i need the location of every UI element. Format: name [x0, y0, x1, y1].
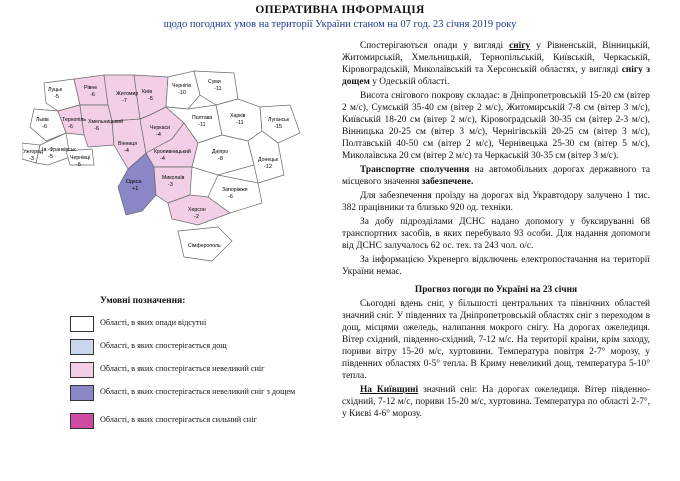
map-temperature-label: -5 — [76, 162, 81, 168]
map-city-label: Ів.-Франківськ — [42, 147, 76, 153]
ukraine-map — [22, 65, 322, 265]
map-city-label: Запоріжжя — [222, 187, 248, 193]
map-temperature-label: -2 — [194, 214, 199, 220]
map-temperature-label: -6 — [228, 194, 233, 200]
transport-heading: Транспортне сполучення — [360, 165, 470, 175]
map-city-label: Миколаїв — [162, 175, 185, 181]
map-city-label: Чернівці — [70, 155, 91, 161]
legend-label: Області, в яких спостерігається невеликий сніг з дощем — [100, 387, 296, 396]
map-temperature-label: -6 — [90, 92, 95, 98]
legend-swatch-snow-rain — [70, 385, 94, 401]
legend — [70, 316, 335, 436]
dsns-paragraph: За добу підрозділами ДСНС надано допомогу у буксируванні 68 транспортних засобів, в яких перебувало 93 особи. Для надання допомоги від ДСНС залучалось 62 ос. тех. та 243 чол. о/с. — [342, 217, 650, 251]
legend-swatch-light-snow — [70, 362, 94, 378]
legend-swatch-none — [70, 316, 94, 332]
legend-swatch-rain — [70, 339, 94, 355]
snow-depth-paragraph: Висота снігового покрову складає: в Дніпропетровській 15-20 см (вітер 2 м/с), Сумській 35-40 см (вітер 2 м/с), Житомирській 7-8 см (вітер 3 м/с), Київській 18-20 см (вітер 2 м/с), Кіровоградській 30-35 см (вітер 2-3 м/с), Вінницька 20-25 см (вітер 3 м/с), Чернігівській 20-25 см (вітер 3 м/с), Полтавській 40-50 см (вітер 2 м/с), Чернівецька 25-30 см (вітер 5 м/с), Миколаївська 20 см (вітер 2 м/с) та Черкаській 30-35 см (вітер 3 м/с). — [342, 91, 650, 161]
ukrenergo-paragraph: За інформацією Укренерго відключень електропостачання на території України немає. — [342, 255, 650, 277]
kyiv-region-paragraph: На Київщині значний сніг. На дорогах ожеледиця. Вітер південно-східний, 7-12 м/с, пориви 15-20 м/с, хуртовина. Температура по області 2-7°, у Києві 4-6° морозу. — [342, 385, 650, 419]
map-city-label: Кропивницький — [154, 149, 191, 155]
map-temperature-label: -4 — [124, 148, 129, 154]
map-city-label: Сімферополь — [188, 243, 221, 249]
page-subtitle: щодо погодних умов на території України станом на 07 год. 23 січня 2019 року — [163, 19, 517, 30]
map-temperature-label: -3 — [29, 156, 34, 162]
legend-item-light-snow — [70, 362, 335, 385]
map-temperature-label: -4 — [160, 156, 165, 162]
map-city-label: Тернопіль — [62, 117, 87, 123]
precipitation-paragraph: Спостерігаються опади у вигляді снігу у Рівненській, Вінницькій, Житомирській, Хмельницькій, Тернопільській, Київській, Черкаській, Кіровоградській, Миколаївській та Херсонській областях, у вигляді снігу з дощем у Одеській області. — [342, 41, 651, 87]
map-city-label: Львів — [36, 117, 49, 123]
map-temperature-label: -5 — [54, 94, 59, 100]
ukravtodor-paragraph: Для забезпечення проїзду на дорогах від Укравтодору залучено 1 тис. 382 працівники та близько 920 од. техніки. — [342, 191, 650, 213]
map-city-label: Ужгород — [23, 149, 43, 155]
map-city-label: Суми — [208, 79, 221, 85]
report-text — [342, 40, 650, 422]
map-temperature-label: -11 — [214, 86, 222, 92]
map-city-label: Луцьк — [48, 87, 62, 93]
map-regions — [22, 71, 300, 261]
transport-paragraph: Транспортне сполучення на автомобільних дорогах державного та місцевого значення забезпечене. — [342, 165, 650, 187]
map-city-label: Дніпро — [212, 149, 229, 155]
map-city-label: Черкаси — [150, 125, 170, 131]
legend-item-rain — [70, 339, 335, 362]
map-temperature-label: -15 — [274, 124, 282, 130]
map-temperature-label: -8 — [218, 156, 223, 162]
legend-label: Області, в яких спостерігається невеликий сніг — [100, 364, 265, 373]
forecast-paragraph: Сьогодні вдень сніг, у більшості центральних та північних областей значний сніг. У південних та Дніпропетровській областях сніг з переходом в дощ, місцями ожеледь, налипання мокрого снігу. На дорогах ожеледиця. Вітер східний, південно-східний, 7-12 м/с. На території країни, крім заходу, пориви вітру 15-20 м/с, хуртовини. Температура повітря 2-7° морозу, у південних областях 0-5° тепла. В Криму невеликий дощ, температура 5-10° тепла. — [342, 299, 650, 381]
legend-item-snow-rain — [70, 385, 335, 413]
map-city-label: Донецьк — [258, 157, 279, 163]
snow-highlight: снігу — [509, 41, 531, 51]
transport-status: забезпечене. — [421, 177, 474, 187]
page-title: ОПЕРАТИВНА ІНФОРМАЦІЯ — [255, 4, 425, 16]
map-city-label: Одеса — [126, 179, 142, 185]
map-city-label: Чернігів — [172, 83, 192, 89]
map-temperature-label: -4 — [156, 132, 161, 138]
map-temperature-label: -11 — [198, 122, 206, 128]
legend-label: Області, в яких спостерігається сильний сніг — [100, 415, 257, 424]
legend-title: Умовні позначення: — [100, 296, 186, 306]
legend-swatch-heavy-snow — [70, 413, 94, 429]
legend-label: Області, в яких спостерігається дощ — [100, 341, 227, 350]
map-city-label: Полтава — [192, 115, 213, 121]
map-temperature-label: -5 — [148, 96, 153, 102]
map-temperature-label: -7 — [122, 98, 127, 104]
map-city-label: Рівне — [84, 85, 98, 91]
map-temperature-label: -6 — [68, 124, 73, 130]
map-temperature-label: -10 — [178, 90, 186, 96]
forecast-title: Прогноз погоди по Україні на 23 січня — [414, 285, 578, 295]
legend-item-none — [70, 316, 335, 339]
map-temperature-label: -11 — [236, 120, 244, 126]
map-temperature-label: -12 — [264, 164, 272, 170]
map-temperature-label: -5 — [48, 154, 53, 160]
legend-item-heavy-snow — [70, 413, 335, 436]
map-city-label: Луганськ — [268, 117, 290, 123]
map-city-label: Херсон — [188, 207, 206, 213]
map-city-label: Вінниця — [118, 141, 138, 147]
map-city-label: Житомир — [116, 91, 139, 97]
map-city-label: Харків — [230, 113, 246, 119]
map-city-label: Хмельницький — [88, 119, 123, 125]
map-city-label: Київ — [142, 89, 153, 95]
legend-label: Області, в яких опади відсутні — [100, 318, 207, 327]
map-temperature-label: -3 — [168, 182, 173, 188]
map-temperature-label: -6 — [42, 124, 47, 130]
map-temperature-label: +1 — [132, 186, 139, 192]
map-temperature-label: -6 — [94, 126, 99, 132]
kyiv-region-heading: На Київщині — [360, 385, 419, 395]
snow-rain-highlight: снігу з дощем — [342, 65, 650, 87]
